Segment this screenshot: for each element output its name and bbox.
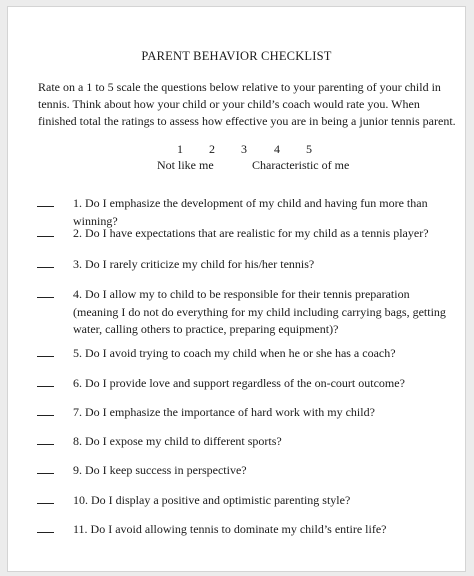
- scale-low-label: Not like me: [157, 158, 214, 172]
- rating-blank[interactable]: [37, 532, 54, 533]
- question-list: [8, 7, 467, 573]
- question-text: 8. Do I expose my child to different sports?: [73, 434, 282, 448]
- rating-blank[interactable]: [37, 386, 54, 387]
- question-text: 9. Do I keep success in perspective?: [73, 463, 247, 477]
- rating-blank[interactable]: [37, 206, 54, 207]
- question-text: 3. Do I rarely criticize my child for his/her tennis?: [73, 257, 315, 271]
- scale-number-4: 4: [274, 142, 280, 156]
- scale-high-label: Characteristic of me: [252, 158, 350, 172]
- question-text: 5. Do I avoid trying to coach my child when he or she has a coach?: [73, 346, 396, 360]
- rating-blank[interactable]: [37, 415, 54, 416]
- rating-blank[interactable]: [37, 473, 54, 474]
- rating-blank[interactable]: [37, 503, 54, 504]
- question-text: 11. Do I avoid allowing tennis to dominate my child’s entire life?: [73, 522, 387, 536]
- scale-number-1: 1: [177, 142, 183, 156]
- question-text: 1. Do I emphasize the development of my child and having fun more than winning?: [73, 196, 428, 228]
- page-title: PARENT BEHAVIOR CHECKLIST: [141, 49, 332, 63]
- rating-blank[interactable]: [37, 444, 54, 445]
- question-text: 6. Do I provide love and support regardless of the on-court outcome?: [73, 376, 405, 390]
- rating-blank[interactable]: [37, 267, 54, 268]
- scale-number-3: 3: [241, 142, 247, 156]
- question-text: 4. Do I allow my to child to be responsible for their tennis preparation (meaning I do not do everything for my child including carrying bags, getting water, calling others to practice, preparing equipment)?: [73, 287, 446, 336]
- question-text: 10. Do I display a positive and optimistic parenting style?: [73, 493, 351, 507]
- rating-blank[interactable]: [37, 356, 54, 357]
- rating-blank[interactable]: [37, 297, 54, 298]
- question-text: 2. Do I have expectations that are realistic for my child as a tennis player?: [73, 226, 429, 240]
- question-text: 7. Do I emphasize the importance of hard work with my child?: [73, 405, 375, 419]
- checklist-page: [7, 6, 466, 572]
- rating-blank[interactable]: [37, 236, 54, 237]
- scale-number-2: 2: [209, 142, 215, 156]
- instructions-paragraph: Rate on a 1 to 5 scale the questions below relative to your parenting of your child in tennis. Think about how your child or your child’s coach would rate you. When finished total the ratings to assess how effective you are in being a junior tennis parent.: [38, 80, 456, 128]
- scale-number-5: 5: [306, 142, 312, 156]
